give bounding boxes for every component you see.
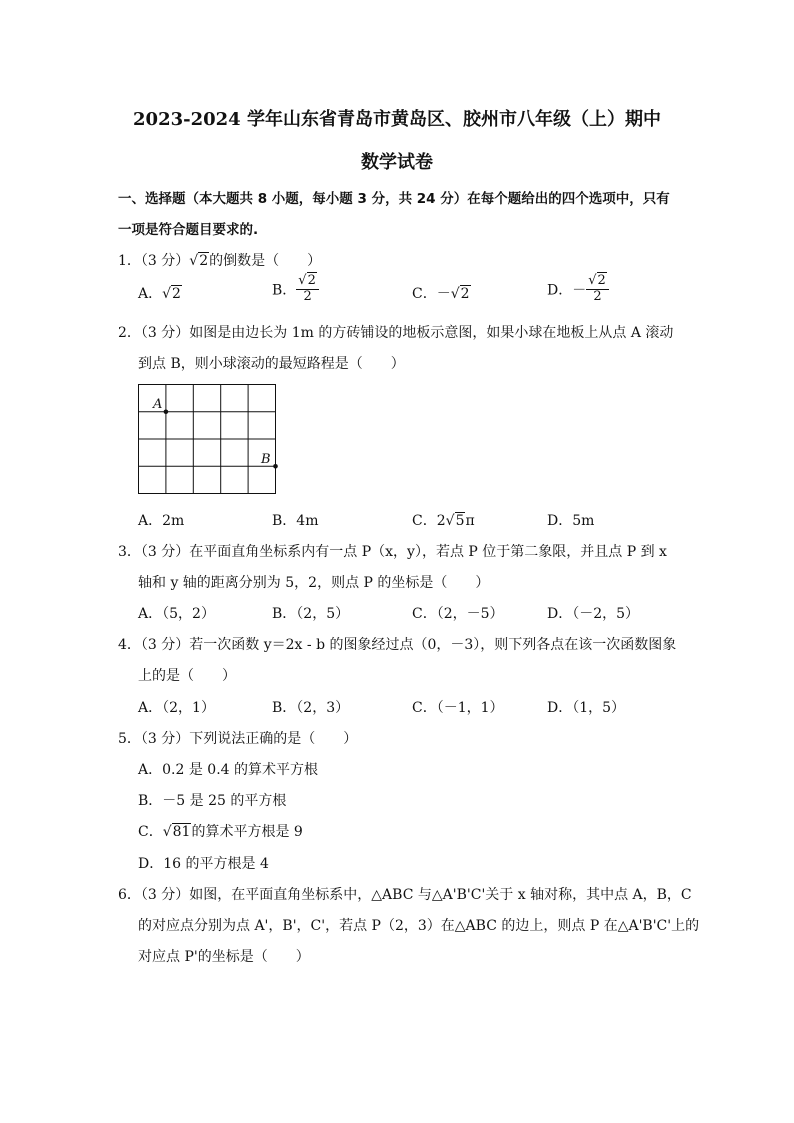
question-6-stem-line3: 对应点 P'的坐标是（ ）: [138, 949, 310, 965]
question-score: （3 分）: [140, 253, 190, 269]
point-a-label: A: [153, 397, 163, 412]
section-header-line1: 一、选择题（本大题共 8 小题，每小题 3 分，共 24 分）在每个题给出的四个选项中，只有: [118, 191, 670, 207]
option-3c[interactable]: C．（2，－5）: [412, 606, 504, 622]
option-5d[interactable]: D．16 的平方根是 4: [138, 856, 269, 872]
tile-grid-figure: [136, 382, 278, 496]
question-2-stem-line2: 到点 B，则小球滚动的最短路程是（ ）: [138, 356, 405, 372]
question-4-stem-line1: 4．（3 分）若一次函数 y＝2x - b 的图象经过点（0，－3），则下列各点在该一次函数图象: [118, 637, 677, 653]
question-3-stem-line2: 轴和 y 轴的距离分别为 5，2，则点 P 的坐标是（ ）: [138, 575, 490, 591]
option-3a[interactable]: A．（5，2）: [138, 606, 215, 622]
question-4-stem-line2: 上的是（ ）: [138, 668, 236, 684]
option-2c[interactable]: C．2√5π: [412, 513, 475, 529]
question-text: 的倒数是（ ）: [209, 253, 322, 269]
question-3-stem-line1: 3．（3 分）在平面直角坐标系内有一点 P（x，y），若点 P 位于第二象限，并且点 P 到 x: [118, 544, 667, 560]
point-a-marker: [164, 409, 169, 414]
point-b-label: B: [261, 452, 271, 467]
question-number: 1．: [118, 253, 141, 269]
question-6-stem-line1: 6．（3 分）如图，在平面直角坐标系中，△ABC 与△A'B'C'关于 x 轴对称，其中点 A，B，C: [118, 887, 692, 903]
option-5c[interactable]: C．√81的算术平方根是 9: [138, 824, 303, 840]
question-6-stem-line2: 的对应点分别为点 A'，B'，C'，若点 P（2，3）在△ABC 的边上，则点 P 在△A'B'C'上的: [138, 918, 700, 934]
option-2d[interactable]: D．5m: [547, 513, 595, 529]
option-3d[interactable]: D．（－2，5）: [547, 606, 640, 622]
option-5b[interactable]: B．－5 是 25 的平方根: [138, 793, 287, 809]
option-4b[interactable]: B．（2，3）: [272, 700, 350, 716]
option-5a[interactable]: A．0.2 是 0.4 的算术平方根: [138, 762, 319, 778]
sqrt-expression: √2: [189, 253, 209, 269]
question-1-stem: [118, 250, 321, 270]
option-4a[interactable]: A．（2，1）: [138, 700, 215, 716]
option-4c[interactable]: C．（－1，1）: [412, 700, 504, 716]
question-2-stem-line1: 2．（3 分）如图是由边长为 1m 的方砖铺设的地板示意图，如果小球在地板上从点 A 滚动: [118, 325, 674, 341]
option-2b[interactable]: B．4m: [272, 513, 319, 529]
option-4d[interactable]: D．（1，5）: [547, 700, 626, 716]
option-2a[interactable]: A．2m: [138, 513, 185, 529]
option-1c[interactable]: C．－√2: [412, 286, 470, 302]
question-5-stem: 5．（3 分）下列说法正确的是（ ）: [118, 731, 358, 747]
section-header-line2: 一项是符合题目要求的.: [118, 222, 259, 238]
option-3b[interactable]: B．（2，5）: [272, 606, 350, 622]
exam-title-line2: 数学试卷: [361, 152, 433, 173]
exam-title-line1: 2023-2024 学年山东省青岛市黄岛区、胶州市八年级（上）期中: [133, 109, 661, 130]
option-1d[interactable]: D．－ $\frac{√2}{2}$: [547, 274, 609, 305]
option-1a[interactable]: A．√2: [138, 286, 181, 302]
option-1b[interactable]: B． $\frac{√2}{2}$: [272, 274, 319, 305]
point-b-marker: [273, 464, 278, 469]
